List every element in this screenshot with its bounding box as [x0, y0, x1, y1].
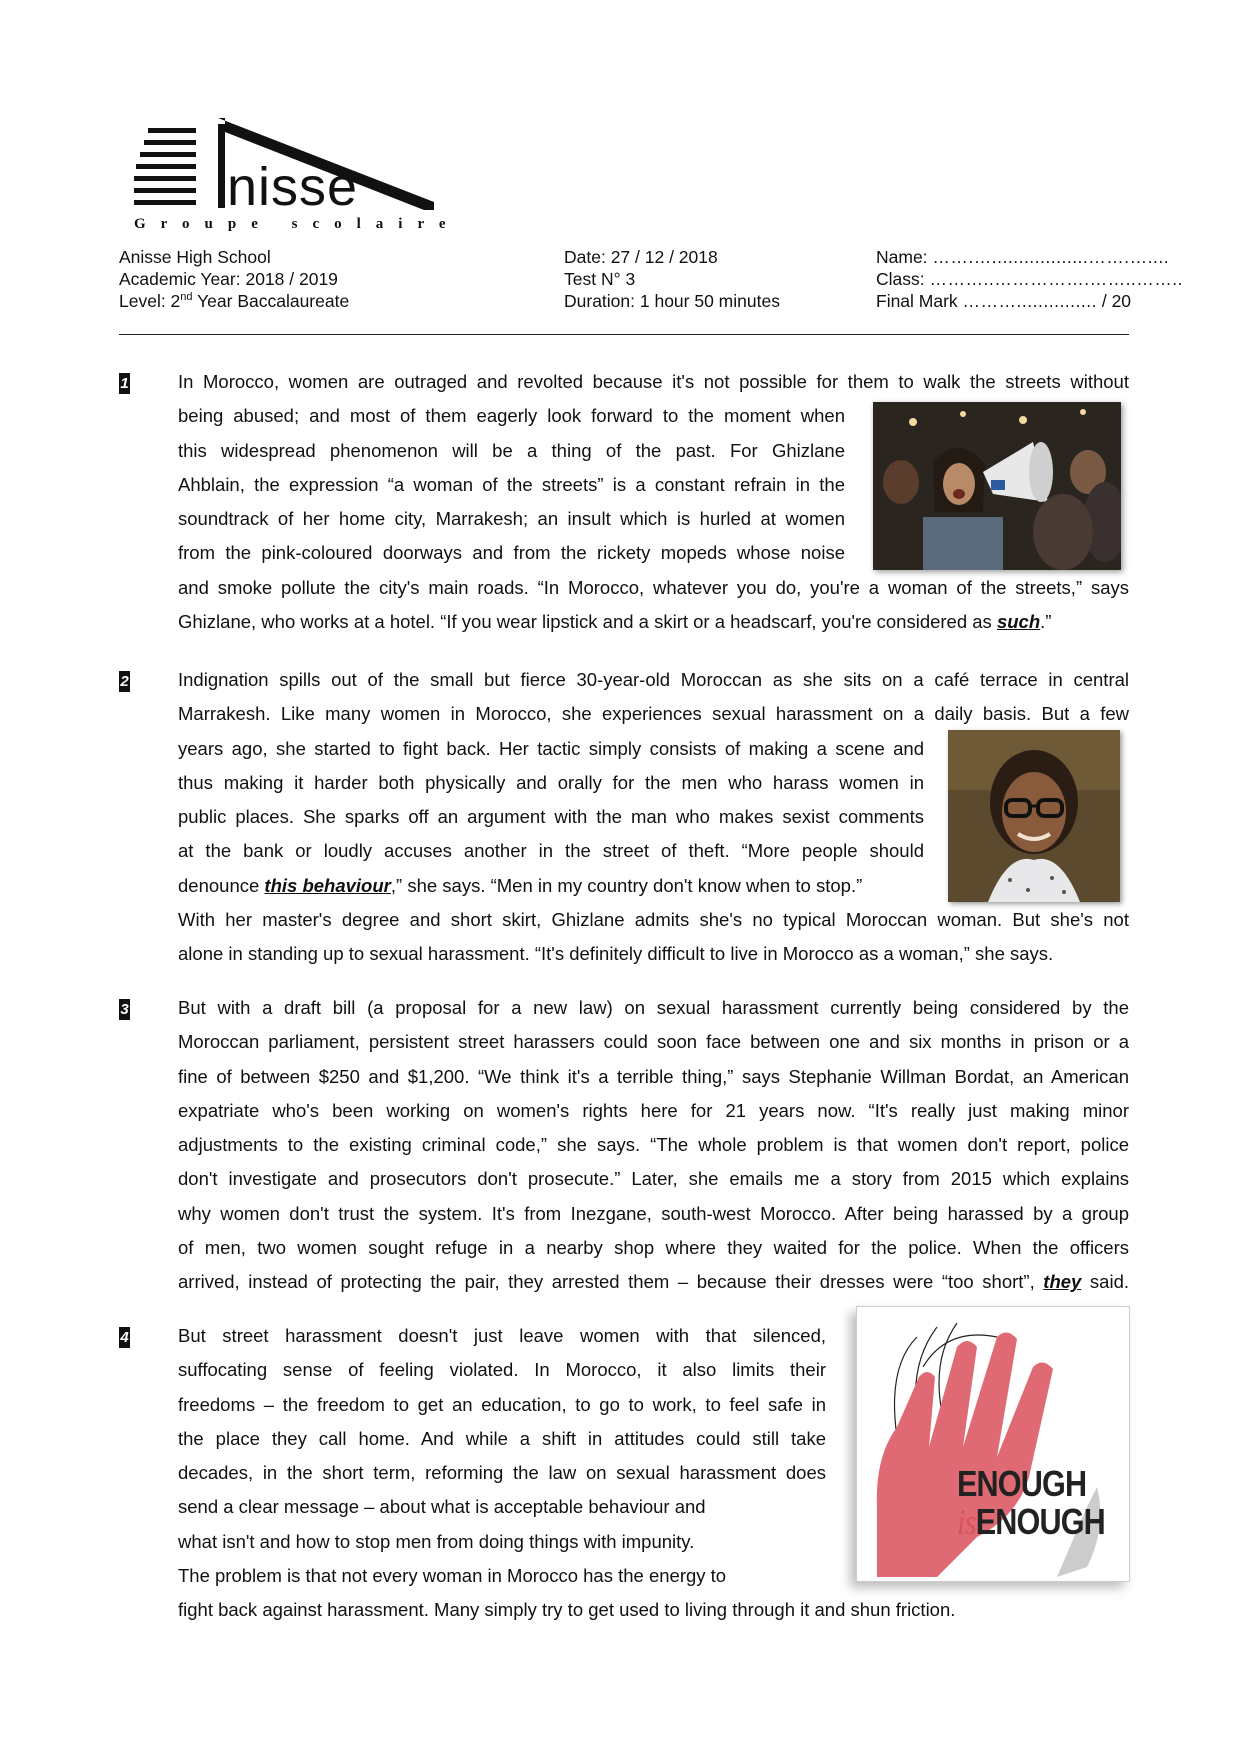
para2-line: Marrakesh. Like many women in Morocco, she experiences sexual harassment on a daily basis. But a few [178, 703, 1129, 725]
para2-line: With her master's degree and short skirt, Ghizlane admits she's no typical Moroccan woman. But she's not [178, 909, 1129, 931]
para1-line: being abused; and most of them eagerly look forward to the moment when [178, 405, 845, 427]
level: Level: 2nd Year Baccalaureate [119, 291, 350, 311]
para2-line: alone in standing up to sexual harassment. “It's definitely difficult to live in Morocco as a woman,” she says. [178, 943, 1054, 965]
para3-line: But with a draft bill (a proposal for a new law) on sexual harassment currently being considered by the [178, 997, 1129, 1018]
para3-line: why women don't trust the system. It's from Inezgane, south-west Morocco. After being harassed by a group [178, 1202, 1129, 1224]
protest-photo [873, 402, 1121, 570]
para2-line: years ago, she started to fight back. Her tactic simply consists of making a scene and [178, 737, 924, 759]
para1-line: Ghizlane, who works at a hotel. “If you wear lipstick and a skirt or a headscarf, you're considered as such.” [178, 611, 1052, 633]
para1-line: and smoke pollute the city's main roads. “In Morocco, whatever you do, you're a woman of the streets,” says [178, 576, 1129, 598]
para4-line: fight back against harassment. Many simply try to get used to living through it and shun friction. [178, 1599, 956, 1621]
academic-year: Academic Year: 2018 / 2019 [119, 269, 338, 289]
class-field[interactable]: Class: ………..…………….……..…….. [876, 269, 1184, 289]
ghizlane-portrait-photo [948, 730, 1120, 902]
test-duration: Duration: 1 hour 50 minutes [564, 291, 780, 311]
paragraph-number-1: 1 [120, 375, 129, 392]
para4-line: freedoms – the freedom to get an education, to go to work, to feel safe in [178, 1393, 826, 1415]
header-divider [119, 334, 1129, 335]
logo-wordmark: nisse [227, 157, 359, 217]
school-name: Anisse High School [119, 247, 271, 267]
school-logo [134, 118, 461, 234]
para3-line: don't investigate and prosecutors don't prosecute.” Later, she emails me a story from 2015 which explains [178, 1168, 1129, 1190]
paragraph-number-3: 3 [120, 1001, 129, 1018]
para2-line: thus making it harder both physically and orally for the men who harass women in [178, 771, 924, 793]
para4-line: suffocating sense of feeling violated. In Morocco, it also limits their [178, 1359, 826, 1381]
para1-line: this widespread phenomenon will be a thing of the past. For Ghizlane [178, 439, 845, 461]
para2-line: Indignation spills out of the small but fierce 30-year-old Moroccan as she sits on a café terrace in central [178, 669, 1129, 690]
header-right [876, 246, 1183, 312]
header-middle [564, 246, 780, 312]
test-number: Test N° 3 [564, 269, 636, 289]
poster-slogan: ENOUGH isENOUGH [957, 1463, 1105, 1542]
para3-line: Moroccan parliament, persistent street harassers could soon face between one and six months in prison or a [178, 1031, 1129, 1053]
para2-line: at the bank or loudly accuses another in the street of theft. “More people should [178, 840, 924, 862]
test-date: Date: 27 / 12 / 2018 [564, 247, 718, 267]
final-mark-field[interactable]: Final Mark ………............... / 20 [876, 291, 1132, 311]
para4-line: send a clear message – about what is acceptable behaviour and [178, 1496, 706, 1518]
para1-line: Ahblain, the expression “a woman of the streets” is a constant refrain in the [178, 473, 845, 495]
para3-line: fine of between $250 and $1,200. “We think it's a terrible thing,” says Stephanie Willman Bordat, an American [178, 1065, 1129, 1087]
paragraph-number-2: 2 [120, 673, 129, 690]
paragraph-3 [178, 991, 1129, 1300]
para4-line: decades, in the short term, reforming the law on sexual harassment does [178, 1462, 826, 1484]
name-field[interactable]: Name: …….…..................…….….... [876, 247, 1170, 267]
para3-line: arrived, instead of protecting the pair, they arrested them – because their dresses were “too short”, they said. [178, 1271, 1129, 1293]
header-left [119, 246, 349, 312]
para2-line: public places. She sparks off an argument with the man who makes sexist comments [178, 806, 924, 828]
para3-line: of men, two women sought refuge in a nearby shop where they waited for the police. When the officers [178, 1237, 1129, 1259]
logo-subtitle: Groupe scolaire [134, 216, 461, 232]
para1-line: soundtrack of her home city, Marrakesh; an insult which is hurled at women [178, 508, 845, 530]
para4-line: But street harassment doesn't just leave women with that silenced, [178, 1325, 826, 1346]
para1-line: from the pink-coloured doorways and from the rickety mopeds whose noise [178, 542, 845, 564]
enough-is-enough-poster [856, 1306, 1130, 1582]
para4-line: what isn't and how to stop men from doing things with impunity. [178, 1530, 695, 1552]
para4-line: The problem is that not every woman in Morocco has the energy to [178, 1565, 727, 1587]
para3-line: expatriate who's been working on women's rights here for 21 years now. “It's really just making minor [178, 1099, 1129, 1121]
keyword-such: such [996, 611, 1041, 633]
keyword-this-behaviour: this behaviour [264, 874, 391, 896]
keyword-they: they [1043, 1271, 1082, 1293]
para4-line: the place they call home. And while a shift in attitudes could still take [178, 1427, 826, 1449]
para1-line: In Morocco, women are outraged and revolted because it's not possible for them to walk the streets without [178, 371, 1129, 392]
paragraph-number-4: 4 [120, 1329, 129, 1346]
para3-line: adjustments to the existing criminal code,” she says. “The whole problem is that women don't report, police [178, 1134, 1129, 1156]
para2-line: denounce this behaviour,” she says. “Men in my country don't know when to stop.” [178, 874, 863, 896]
